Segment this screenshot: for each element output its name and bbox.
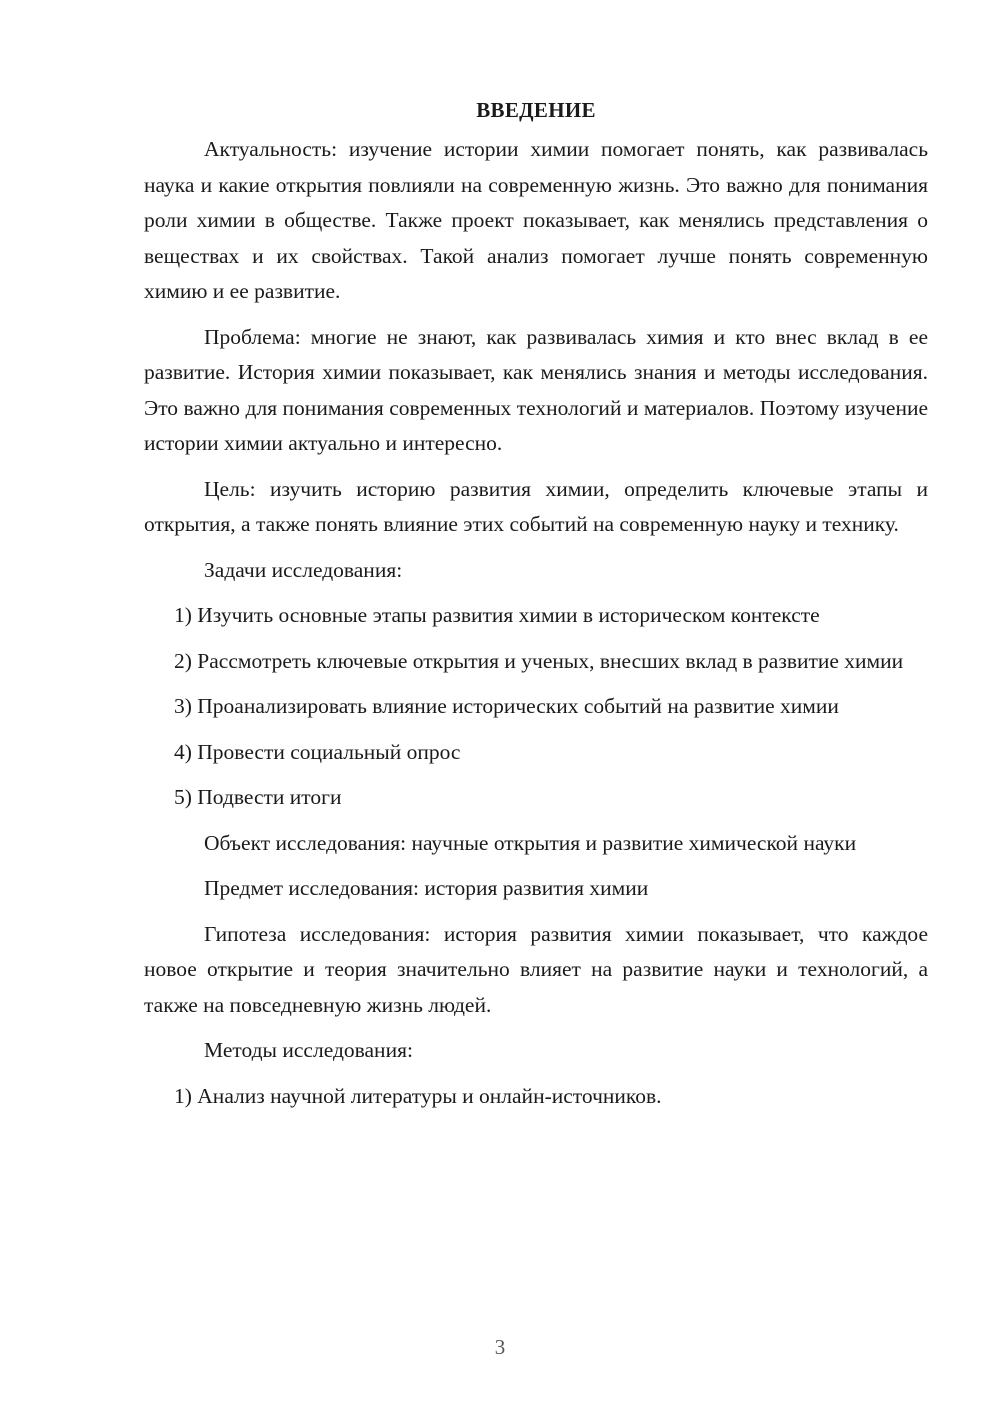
task-item-1: 1) Изучить основные этапы развития химии в историческом контексте [174,603,820,627]
method-item-1: 1) Анализ научной литературы и онлайн-источников. [174,1083,662,1108]
task-item-5: 5) Подвести итоги [174,785,342,809]
problem-paragraph: Проблема: многие не знают, как развивалась химия и кто внес вклад в ее развитие. История химии показывает, как менялись знания и методы исследования. Это важно для понимания современных технологий и материалов. Поэтому изучение истории химии актуально и интересно. [144,324,928,455]
subject-paragraph: Предмет исследования: история развития химии [204,876,649,900]
task-item-3: 3) Проанализировать влияние исторических событий на развитие химии [174,694,839,718]
hypothesis-paragraph: Гипотеза исследования: история развития химии показывает, что каждое новое открытие и теория значительно влияет на развитие науки и технологий, а также на повседневную жизнь людей. [144,921,928,1017]
page-number: 3 [494,1335,506,1359]
task-item-2: 2) Рассмотреть ключевые открытия и ученых, внесших вклад в развитие химии [174,648,904,673]
document-page [144,92,928,1124]
methods-title: Методы исследования: [204,1038,413,1062]
relevance-paragraph: Актуальность: изучение истории химии помогает понять, как развивалась наука и какие открытия повлияли на современную жизнь. Это важно для понимания роли химии в обществе. Также проект показывает, как менялись представления о веществах и их свойствах. Такой анализ помогает лучше понять современную химию и ее развитие. [144,137,928,303]
object-paragraph: Объект исследования: научные открытия и развитие химической науки [204,830,857,855]
tasks-title: Задачи исследования: [204,557,403,582]
page-title: ВВЕДЕНИЕ [476,98,596,122]
task-item-4: 4) Провести социальный опрос [174,739,461,764]
goal-paragraph: Цель: изучить историю развития химии, определить ключевые этапы и открытия, а также понять влияние этих событий на современную науку и технику. [144,476,928,536]
